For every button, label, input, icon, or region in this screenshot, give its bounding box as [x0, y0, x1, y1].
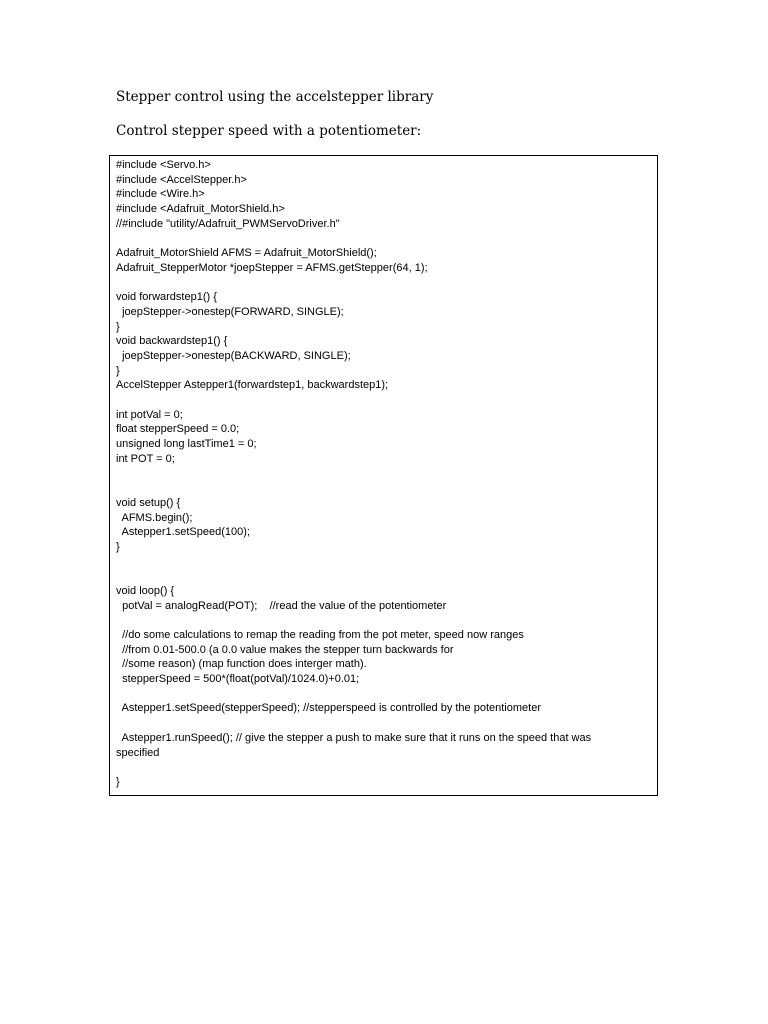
code-line: unsigned long lastTime1 = 0;: [116, 438, 257, 451]
code-line: }: [116, 775, 120, 788]
document-title: Stepper control using the accelstepper library: [116, 89, 434, 105]
code-line: joepStepper->onestep(FORWARD, SINGLE);: [116, 305, 344, 318]
code-line: int POT = 0;: [116, 452, 175, 465]
code-line: specified: [116, 746, 160, 759]
code-block: [109, 155, 658, 796]
code-line: stepperSpeed = 500*(float(potVal)/1024.0)+0.01;: [116, 673, 360, 686]
code-line: #include <Servo.h>: [116, 159, 211, 171]
code-line: AccelStepper Astepper1(forwardstep1, backwardstep1);: [116, 379, 389, 392]
code-line: void forwardstep1() {: [116, 291, 217, 304]
code-line: [116, 276, 651, 291]
code-line: [116, 555, 651, 570]
code-line: Adafruit_MotorShield AFMS = Adafruit_MotorShield();: [116, 247, 377, 260]
code-line: //#include "utility/Adafruit_PWMServoDriver.h": [116, 217, 340, 230]
code-line: Astepper1.runSpeed(); // give the stepper a push to make sure that it runs on the speed that was: [116, 731, 592, 744]
code-line: void loop() {: [116, 584, 175, 597]
code-line: Astepper1.setSpeed(stepperSpeed); //stepperspeed is controlled by the potentiometer: [116, 702, 541, 715]
code-line: int potVal = 0;: [116, 408, 183, 421]
code-line: #include <AccelStepper.h>: [116, 173, 247, 186]
code-line: float stepperSpeed = 0.0;: [116, 423, 240, 436]
code-line: #include <Adafruit_MotorShield.h>: [116, 203, 285, 216]
code-line: [116, 687, 651, 702]
code-line: [116, 231, 651, 246]
code-line: Astepper1.setSpeed(100);: [116, 526, 250, 539]
code-line: AFMS.begin();: [116, 511, 193, 524]
code-line: [116, 569, 651, 584]
code-line: void backwardstep1() {: [116, 335, 228, 348]
code-line: void setup() {: [116, 496, 181, 509]
code-line: Adafruit_StepperMotor *joepStepper = AFMS.getStepper(64, 1);: [116, 261, 428, 274]
code-line: }: [116, 364, 120, 377]
code-line: [116, 613, 651, 628]
code-line: [116, 481, 651, 496]
code-line: [116, 466, 651, 481]
code-line: //some reason) (map function does interger math).: [116, 658, 367, 671]
code-line: joepStepper->onestep(BACKWARD, SINGLE);: [116, 349, 351, 362]
code-line: [116, 393, 651, 408]
code-line: //do some calculations to remap the reading from the pot meter, speed now ranges: [116, 629, 524, 641]
code-line: potVal = analogRead(POT); //read the value of the potentiometer: [116, 599, 447, 612]
code-line: [116, 716, 651, 731]
document-subtitle: Control stepper speed with a potentiometer:: [116, 123, 422, 139]
code-line: [116, 760, 651, 775]
code-line: }: [116, 320, 120, 333]
code-line: //from 0.01-500.0 (a 0.0 value makes the stepper turn backwards for: [116, 643, 454, 656]
code-line: }: [116, 540, 120, 553]
code-line: #include <Wire.h>: [116, 188, 205, 201]
